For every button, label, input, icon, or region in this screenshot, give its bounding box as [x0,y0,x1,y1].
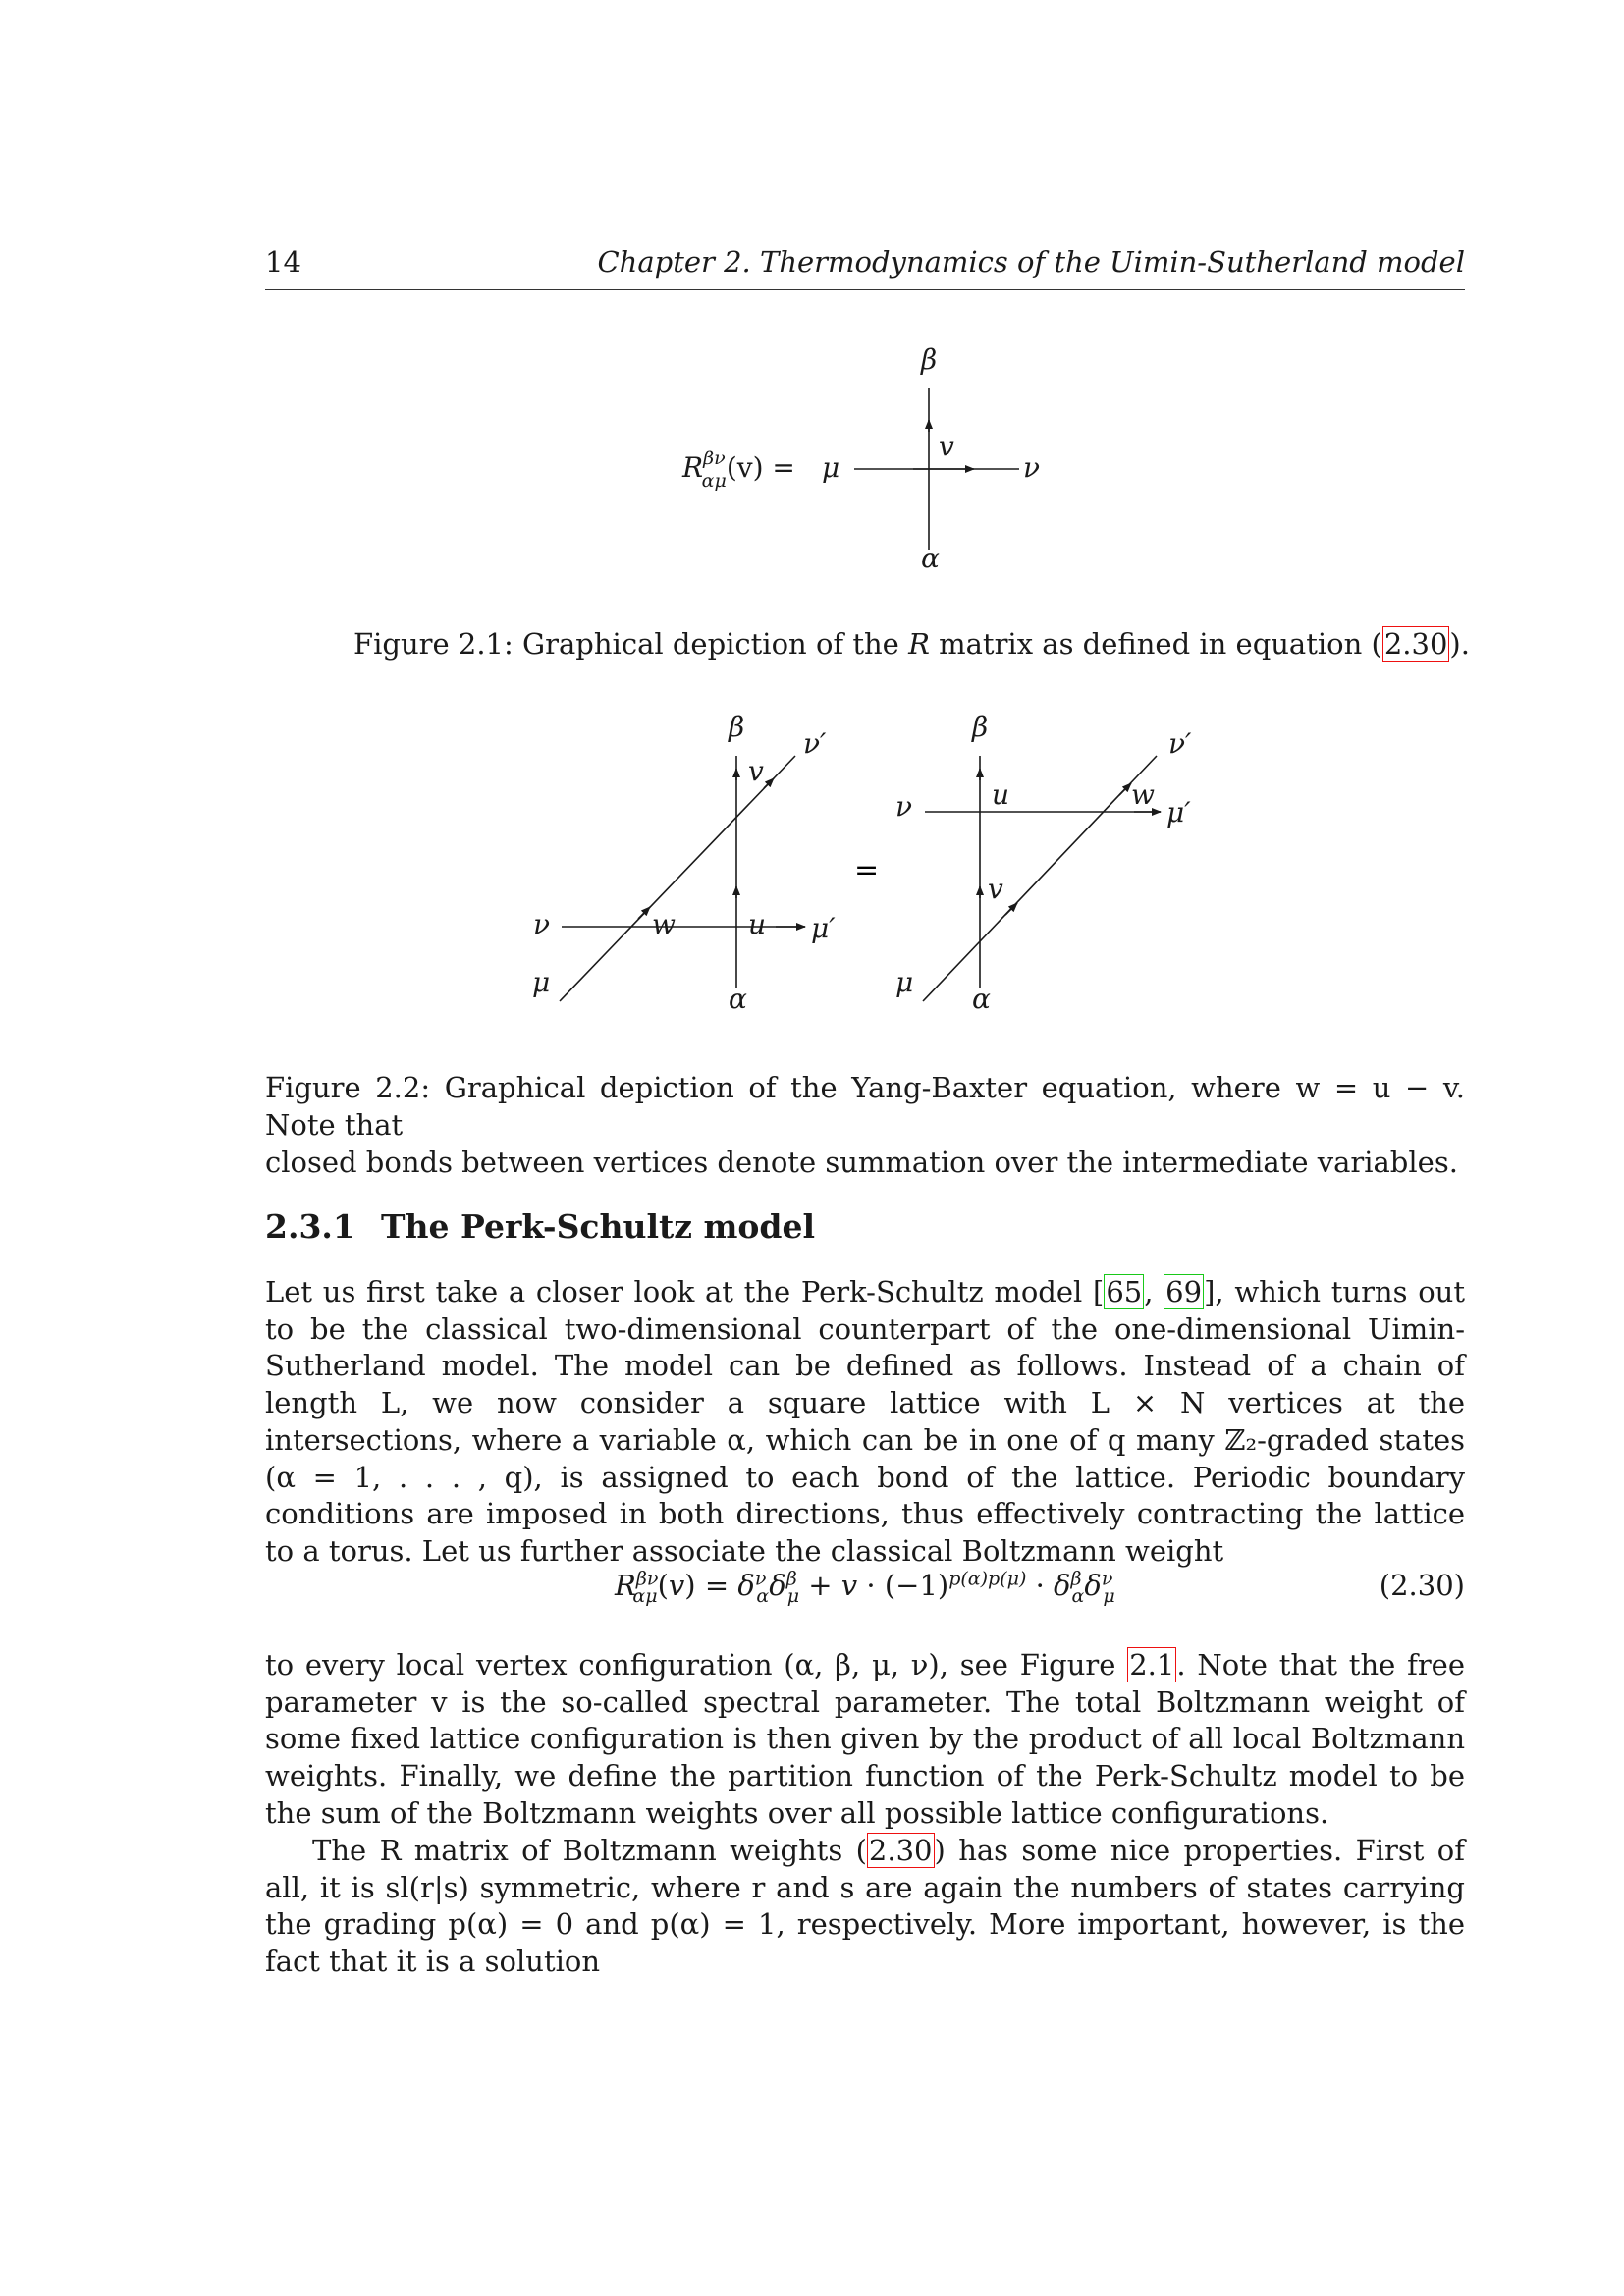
page-number: 14 [265,245,301,279]
page-header [265,245,1465,290]
paragraph-3: The R matrix of Boltzmann weights (2.30) has some nice properties. First of all, it is sl(r|s) symmetric, where r and s are again the numbers of states carrying the grading p(α) = 0 and p(α) = 1, respectively. More important, however, is the fact that it is a solution [265,1834,1465,1979]
label-mu: μ [895,966,914,998]
label-nu: ν [895,790,913,823]
label-mu: μ [822,452,840,484]
caption-line-2: closed bonds between vertices denote summation over the intermediate variables. [265,1146,1458,1179]
label-u: u [748,908,767,940]
label-mu-prime: μ′ [811,912,836,944]
citation-link[interactable]: 65 [1106,1275,1143,1308]
label-u: u [992,778,1010,811]
paragraph-1: Let us first take a closer look at the Perk-Schultz model [65, 69], which turns out to be the classical two-dimensional counterpart of the one-dimensional Uimin-Sutherland model. The model can be defined as follows. Instead of a chain of length L, we now consider a square lattice with L × N vertices at the intersections, where a variable α, which can be in one of q many ℤ₂-graded states (α = 1, . . . , q), is assigned to each bond of the lattice. Periodic boundary conditions are imposed in both directions, thus effectively contracting the lattice to a torus. Let us further associate the classical Boltzmann weight [265,1275,1465,1568]
label-nu-prime: ν′ [1168,727,1192,760]
label-mu: μ [532,966,551,998]
caption-line-1: Figure 2.2: Graphical depiction of the Yang-Baxter equation, where w = u − v. Note that [265,1071,1465,1142]
label-nu-prime: ν′ [803,727,827,760]
label-v: v [748,755,764,787]
equals-sign: = [854,853,880,887]
figure-2-1 [668,334,1080,589]
label-alpha: α [921,542,940,574]
section-heading [265,1207,815,1246]
label-beta: β [729,711,745,743]
equation-body: $R^{\beta\nu}_{\alpha\mu}(v) = \delta^\nu_\alpha\delta^\beta_\mu + v \cdot (-1)^{p(\alpha)p(\mu)} \cdot \delta^\beta_\alpha\delta^\nu_\mu$ [615,1568,1115,1607]
equation-ref-link[interactable]: 2.30 [1383,627,1448,661]
paragraph-2: to every local vertex configuration (α, β, μ, ν), see Figure 2.1. Note that the free parameter v is the so-called spectral parameter. The total Boltzmann weight of some fixed lattice configuration is then given by the product of all local Boltzmann weights. Finally, we define the partition function of the Perk-Schultz model to be the sum of the Boltzmann weights over all possible lattice configurations. [265,1648,1466,1830]
figure-2-2-caption [265,1069,1465,1181]
r-symbol: $R^{\beta\nu}$ αμ(v) = [682,448,795,492]
equation-number: (2.30) [1379,1569,1465,1602]
label-nu: ν [533,908,551,940]
label-v: v [988,873,1003,905]
section-title: The Perk-Schultz model [381,1207,816,1246]
label-beta: β [972,711,989,743]
section-number: 2.3.1 [265,1207,355,1246]
equation-2-30 [265,1569,1465,1608]
label-beta: β [921,344,938,376]
yang-baxter-right [895,711,1192,1015]
label-nu: ν [1023,452,1041,484]
figure-2-1-caption: Figure 2.1: Graphical depiction of the R matrix as defined in equation (2.30). [353,627,1470,661]
figure-2-2 [520,702,1227,1026]
label-alpha: α [729,983,747,1015]
label-mu-prime: μ′ [1166,796,1191,828]
label-w: w [1131,778,1155,811]
yang-baxter-left [532,711,836,1015]
label-w: w [652,908,676,940]
label-alpha: α [972,983,991,1015]
citation-link[interactable]: 69 [1165,1275,1203,1308]
equation-ref-link[interactable]: 2.30 [868,1834,933,1867]
running-head: Chapter 2. Thermodynamics of the Uimin-Sutherland model [597,245,1465,279]
diagonal-bond [560,756,795,1001]
label-v: v [939,430,954,462]
figure-ref-link[interactable]: 2.1 [1129,1648,1175,1682]
